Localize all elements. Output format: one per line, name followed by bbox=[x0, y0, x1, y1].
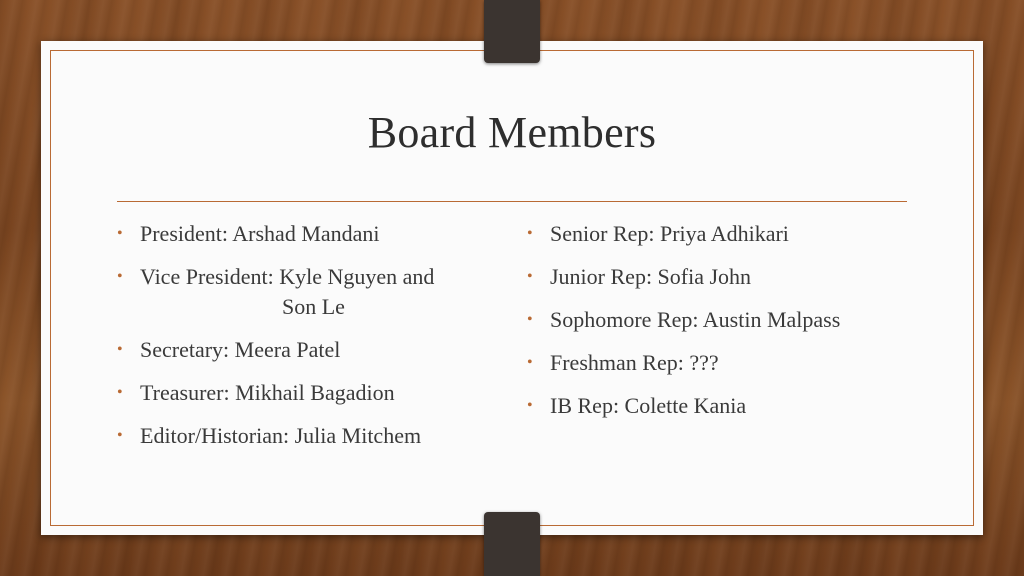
bullet-icon: • bbox=[117, 225, 123, 242]
slide-card bbox=[41, 41, 983, 535]
bullet-icon: • bbox=[117, 427, 123, 444]
list-item: • Treasurer: Mikhail Bagadion bbox=[115, 378, 515, 408]
bullet-icon: • bbox=[527, 311, 533, 328]
bullet-icon: • bbox=[527, 225, 533, 242]
right-bullet-list bbox=[525, 219, 945, 434]
bullet-icon: • bbox=[117, 341, 123, 358]
list-item: • Sophomore Rep: Austin Malpass bbox=[525, 305, 945, 335]
list-item: • Vice President: Kyle Nguyen and Son Le bbox=[117, 264, 435, 319]
left-bullet-list bbox=[115, 219, 515, 464]
title-divider bbox=[117, 201, 907, 202]
list-item: • Secretary: Meera Patel bbox=[115, 335, 515, 365]
bullet-icon: • bbox=[117, 268, 123, 285]
bottom-binder-clip bbox=[484, 512, 540, 576]
bullet-icon: • bbox=[527, 354, 533, 371]
list-item: • Senior Rep: Priya Adhikari bbox=[525, 219, 945, 249]
bullet-icon: • bbox=[527, 268, 533, 285]
list-item: • Editor/Historian: Julia Mitchem bbox=[115, 421, 515, 451]
slide-title: Board Members bbox=[367, 108, 657, 157]
bullet-icon: • bbox=[117, 384, 123, 401]
top-binder-clip bbox=[484, 0, 540, 63]
list-item: • IB Rep: Colette Kania bbox=[525, 391, 945, 421]
bullet-icon: • bbox=[527, 397, 533, 414]
list-item: • Freshman Rep: ??? bbox=[525, 348, 945, 378]
list-item: • Junior Rep: Sofia John bbox=[525, 262, 945, 292]
list-item: • President: Arshad Mandani bbox=[115, 219, 515, 249]
